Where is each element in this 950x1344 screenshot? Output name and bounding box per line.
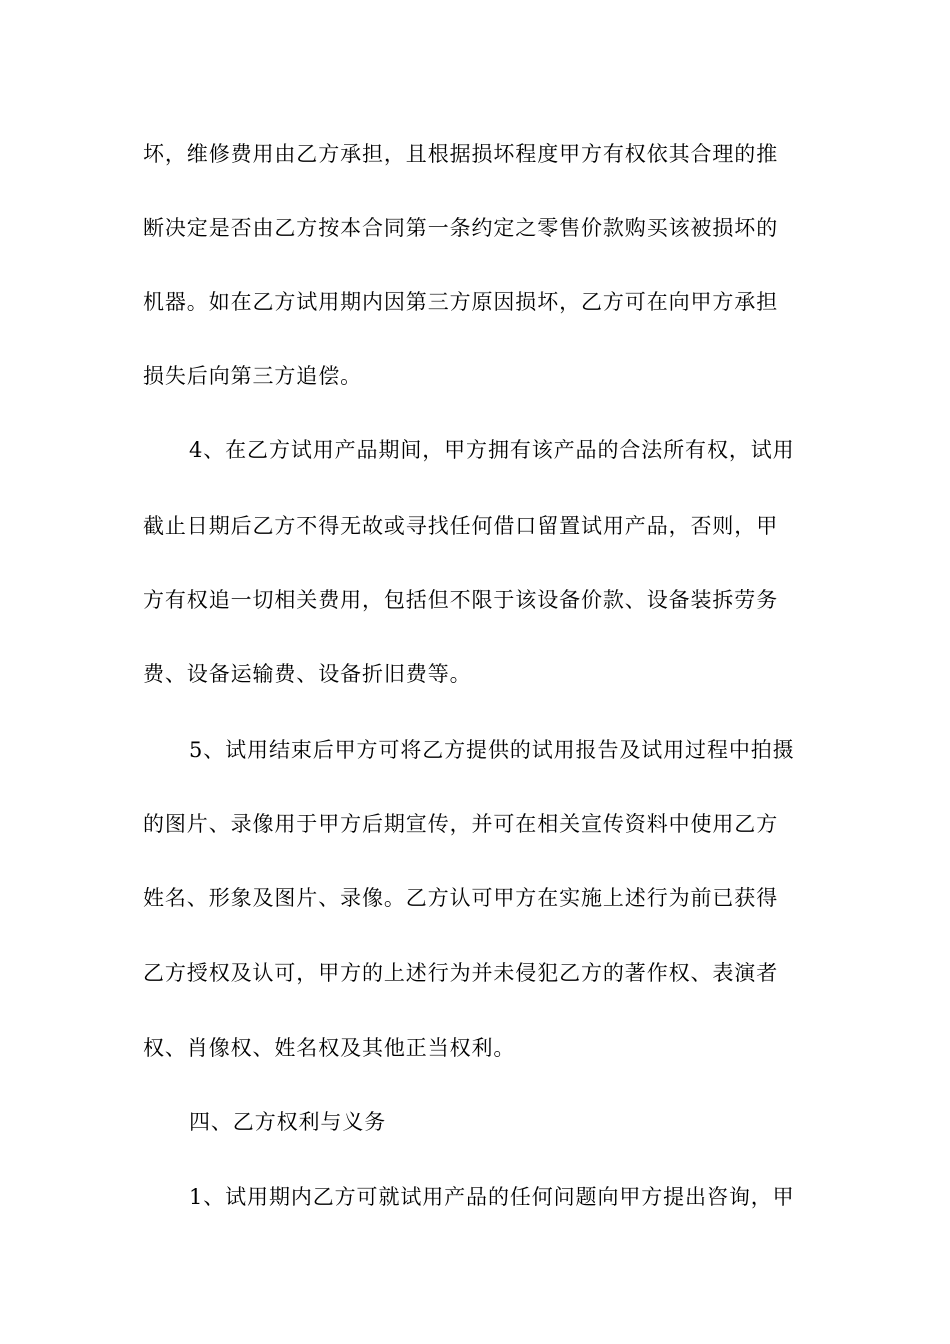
text-line: 机器。如在乙方试用期内因第三方原因损坏，乙方可在向甲方承担 bbox=[143, 290, 779, 314]
paragraph-1-start: 1、试用期内乙方可就试用产品的任何问题向甲方提出咨询，甲 bbox=[189, 1185, 795, 1209]
text-line: 姓名、形象及图片、录像。乙方认可甲方在实施上述行为前已获得 bbox=[143, 886, 779, 910]
paragraph-4-start: 4、在乙方试用产品期间，甲方拥有该产品的合法所有权，试用 bbox=[189, 438, 795, 462]
text-line: 权、肖像权、姓名权及其他正当权利。 bbox=[143, 1036, 516, 1060]
text-line: 损失后向第三方追偿。 bbox=[143, 364, 362, 388]
text-line: 费、设备运输费、设备折旧费等。 bbox=[143, 662, 472, 686]
text-line: 的图片、录像用于甲方后期宣传，并可在相关宣传资料中使用乙方 bbox=[143, 812, 779, 836]
text-line: 坏，维修费用由乙方承担，且根据损坏程度甲方有权依其合理的推 bbox=[143, 142, 779, 166]
text-line: 断决定是否由乙方按本合同第一条约定之零售价款购买该被损坏的 bbox=[143, 216, 779, 240]
section-heading: 四、乙方权利与义务 bbox=[189, 1110, 387, 1134]
text-line: 截止日期后乙方不得无故或寻找任何借口留置试用产品，否则，甲 bbox=[143, 514, 779, 538]
text-line: 方有权追一切相关费用，包括但不限于该设备价款、设备装拆劳务 bbox=[143, 588, 779, 612]
text-line: 乙方授权及认可，甲方的上述行为并未侵犯乙方的著作权、表演者 bbox=[143, 961, 779, 985]
paragraph-5-start: 5、试用结束后甲方可将乙方提供的试用报告及试用过程中拍摄 bbox=[189, 738, 795, 762]
